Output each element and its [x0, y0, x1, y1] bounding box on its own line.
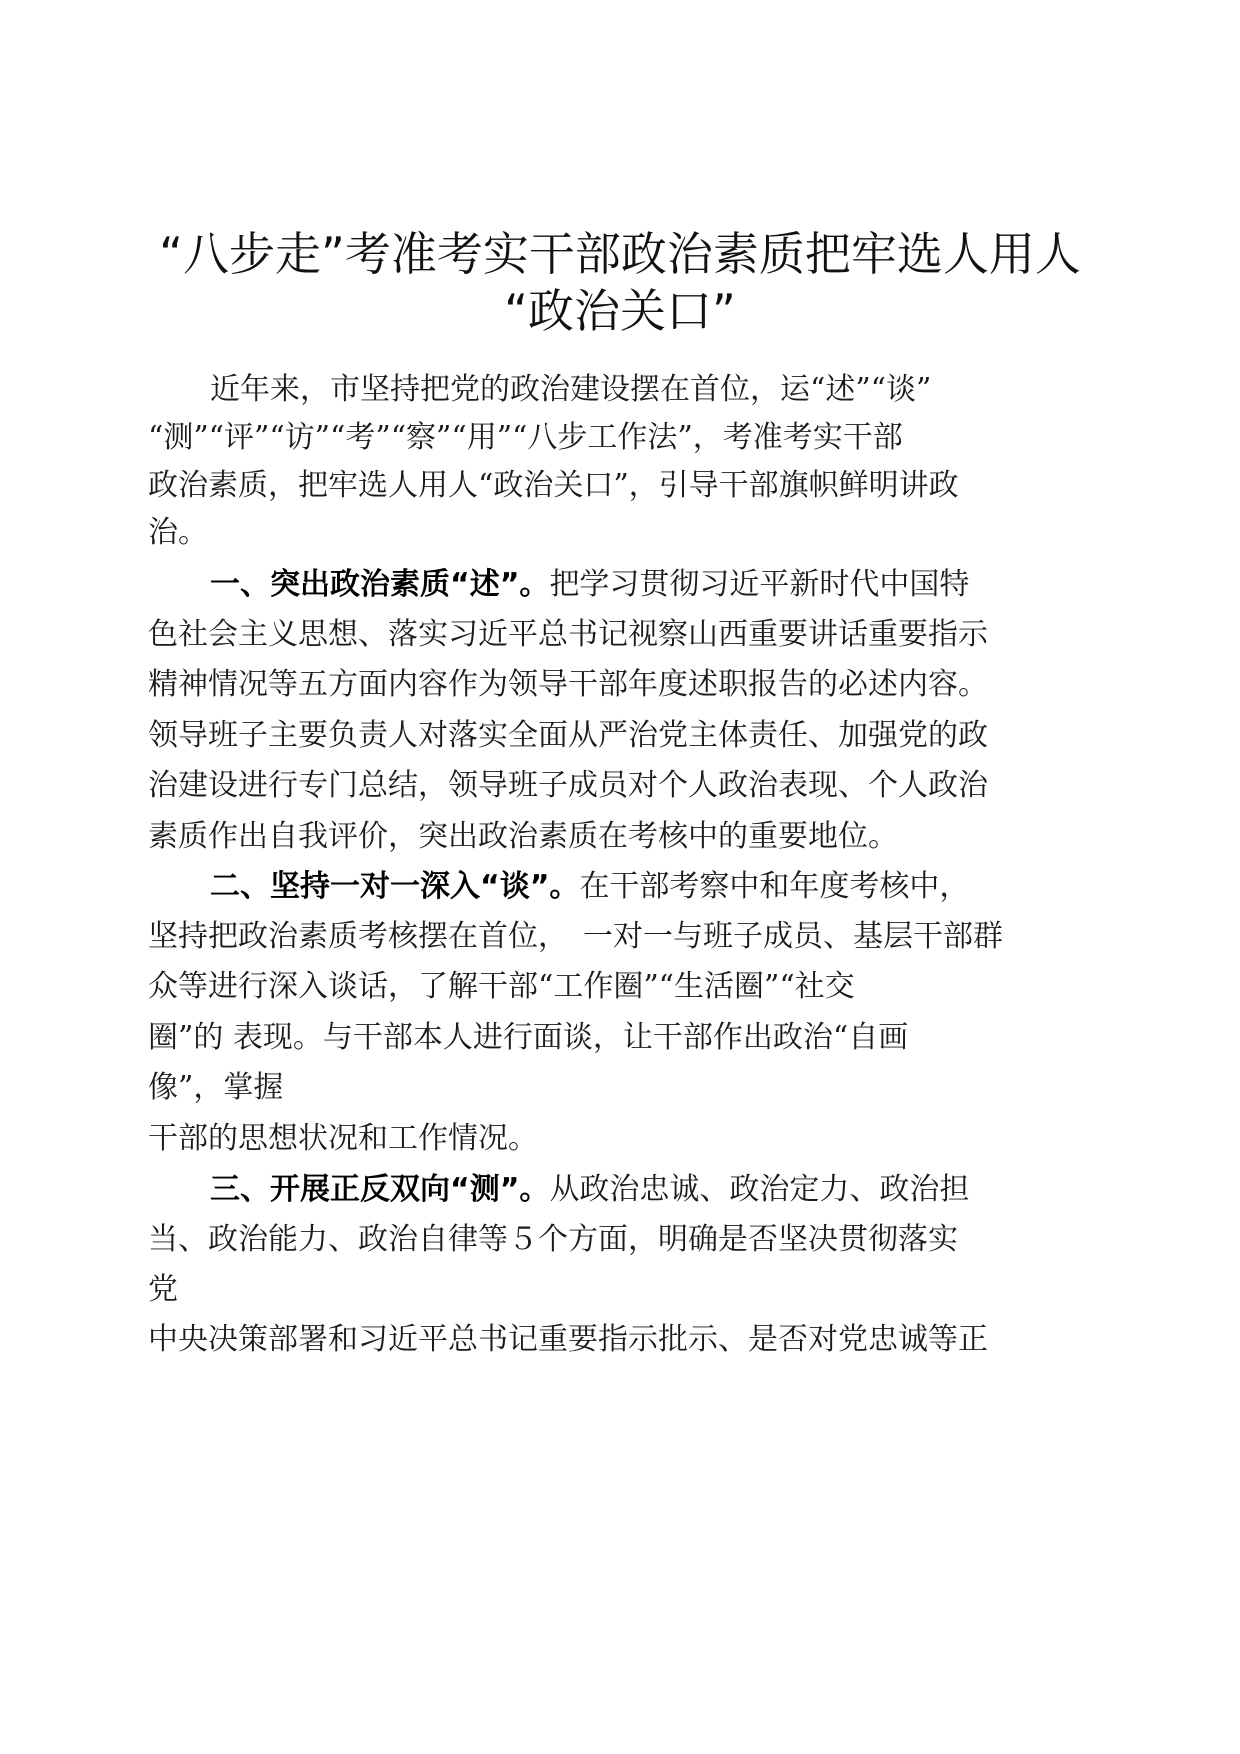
section-1-first-line: [210, 565, 969, 605]
section-2-line-2: 坚持把政治素质考核摆在首位， 一对一与班子成员、基层干部群: [148, 919, 1003, 954]
section-1-line-6: 素质作出自我评价，突出政治素质在考核中的重要地位。: [148, 819, 898, 854]
section-3-line-2: 当、政治能力、政治自律等５个方面，明确是否坚决贯彻落实: [148, 1222, 958, 1257]
document-title-line-1: “八步走”考准考实干部政治素质把牢选人用人: [159, 227, 1081, 281]
intro-line-3: 政治素质，把牢选人用人“政治关口”，引导干部旗帜鲜明讲政: [148, 468, 959, 503]
section-2-line-4: 圈”的 表现。与干部本人进行面谈，让干部作出政治“自画: [148, 1020, 909, 1055]
document-title-line-2: “政治关口”: [504, 284, 736, 338]
section-2-text: 在干部考察中和年度考核中，: [579, 869, 970, 904]
section-3-first-line: [210, 1170, 969, 1210]
section-2-heading: 二、坚持一对一深入“谈”。: [210, 869, 580, 904]
section-2-line-6: 干部的思想状况和工作情况。: [148, 1121, 538, 1156]
section-1-line-5: 治建设进行专门总结，领导班子成员对个人政治表现、个人政治: [148, 768, 988, 803]
section-1-line-3: 精神情况等五方面内容作为领导干部年度述职报告的必述内容。: [148, 667, 988, 702]
section-3-line-3: 党: [148, 1272, 178, 1307]
section-2-first-line: [210, 867, 969, 907]
section-3-text: 从政治忠诚、政治定力、政治担: [549, 1172, 970, 1207]
section-1-text: 把学习贯彻习近平新时代中国特: [549, 567, 970, 602]
intro-line-1: 近年来，市坚持把党的政治建设摆在首位，运“述”“谈”: [210, 372, 932, 407]
section-2-line-5: 像”，掌握: [148, 1070, 284, 1105]
section-3-line-4: 中央决策部署和习近平总书记重要指示批示、是否对党忠诚等正: [148, 1322, 988, 1357]
section-1-line-2: 色社会主义思想、落实习近平总书记视察山西重要讲话重要指示: [148, 617, 988, 652]
intro-line-4: 治。: [148, 515, 208, 550]
section-1-line-4: 领导班子主要负责人对落实全面从严治党主体责任、加强党的政: [148, 718, 988, 753]
section-3-heading: 三、开展正反双向“测”。: [210, 1172, 550, 1207]
section-1-heading: 一、突出政治素质“述”。: [210, 567, 550, 602]
section-2-line-3: 众等进行深入谈话，了解干部“工作圈”“生活圈”“社交: [148, 969, 855, 1004]
intro-line-2: “测”“评”“访”“考”“察”“用”“八步工作法”，考准考实干部: [148, 420, 903, 455]
